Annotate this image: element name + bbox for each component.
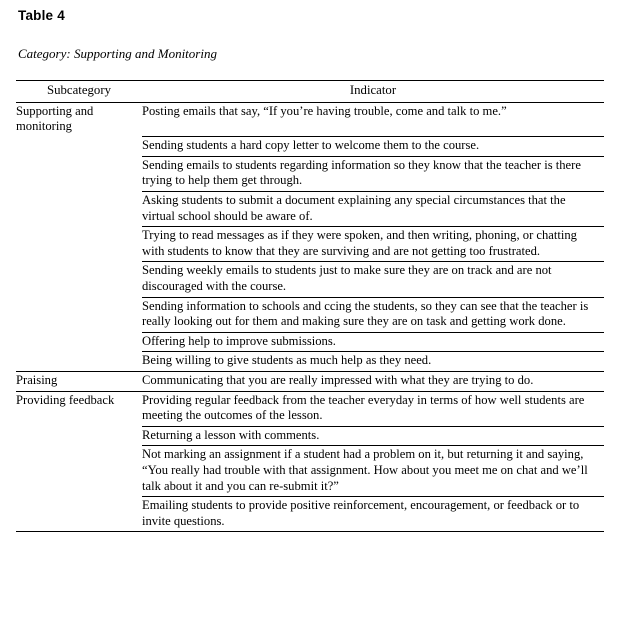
- table-row: [16, 227, 604, 262]
- cell-subcategory: [16, 262, 142, 297]
- table-row: [16, 372, 604, 392]
- cell-indicator: Providing regular feedback from the teacher everyday in terms of how well students are meeting the outcomes of the lesson.: [142, 391, 604, 426]
- data-table: [16, 80, 604, 532]
- cell-indicator: Sending emails to students regarding information so they know that the teacher is there trying to help them get through.: [142, 156, 604, 191]
- table-row: [16, 137, 604, 157]
- cell-indicator: Communicating that you are really impressed with what they are trying to do.: [142, 372, 604, 392]
- cell-subcategory: [16, 227, 142, 262]
- cell-subcategory: [16, 156, 142, 191]
- cell-subcategory: [16, 426, 142, 446]
- table-container: [16, 80, 604, 532]
- cell-indicator: Offering help to improve submissions.: [142, 332, 604, 352]
- cell-subcategory: Praising: [16, 372, 142, 392]
- cell-indicator: Sending weekly emails to students just to make sure they are on track and are not discouraged with the course.: [142, 262, 604, 297]
- cell-subcategory: Providing feedback: [16, 391, 142, 426]
- cell-subcategory: [16, 497, 142, 532]
- cell-indicator: Asking students to submit a document explaining any special circumstances that the virtual school should be aware of.: [142, 192, 604, 227]
- cell-indicator: Not marking an assignment if a student had a problem on it, but returning it and saying, “You really had trouble with that assignment. How about you meet me on chat and we’ll talk about it and you can re-submit it?”: [142, 446, 604, 497]
- table-body: [16, 102, 604, 532]
- cell-indicator: Trying to read messages as if they were spoken, and then writing, phoning, or chatting with students to know that they are surviving and are not getting too frustrated.: [142, 227, 604, 262]
- cell-indicator: Sending students a hard copy letter to welcome them to the course.: [142, 137, 604, 157]
- table-row: [16, 332, 604, 352]
- cell-indicator: Being willing to give students as much help as they need.: [142, 352, 604, 372]
- cell-subcategory: [16, 332, 142, 352]
- table-row: [16, 446, 604, 497]
- table-row: [16, 391, 604, 426]
- table-row: [16, 497, 604, 532]
- table-row: [16, 297, 604, 332]
- cell-subcategory: [16, 192, 142, 227]
- cell-subcategory: [16, 137, 142, 157]
- table-row: [16, 352, 604, 372]
- table-row: [16, 262, 604, 297]
- table-row: [16, 192, 604, 227]
- cell-indicator: Posting emails that say, “If you’re having trouble, come and talk to me.”: [142, 103, 507, 118]
- cell-indicator: Emailing students to provide positive reinforcement, encouragement, or feedback or to invite questions.: [142, 497, 604, 532]
- column-header-subcategory: Subcategory: [16, 81, 142, 103]
- cell-subcategory: Supporting and monitoring: [16, 103, 94, 134]
- cell-subcategory: [16, 446, 142, 497]
- table-row: [16, 102, 604, 137]
- cell-indicator: Returning a lesson with comments.: [142, 426, 604, 446]
- cell-subcategory: [16, 352, 142, 372]
- cell-indicator: Sending information to schools and ccing the students, so they can see that the teacher is really looking out for them and making sure they are on task and getting work done.: [142, 297, 604, 332]
- table-row: [16, 426, 604, 446]
- table-header: [16, 81, 604, 103]
- cell-subcategory: [16, 297, 142, 332]
- table-caption: Category: Supporting and Monitoring: [18, 46, 217, 61]
- table-row: [16, 156, 604, 191]
- table-header-row: [16, 81, 604, 103]
- column-header-indicator: Indicator: [142, 81, 604, 103]
- table-number-label: Table 4: [18, 8, 65, 23]
